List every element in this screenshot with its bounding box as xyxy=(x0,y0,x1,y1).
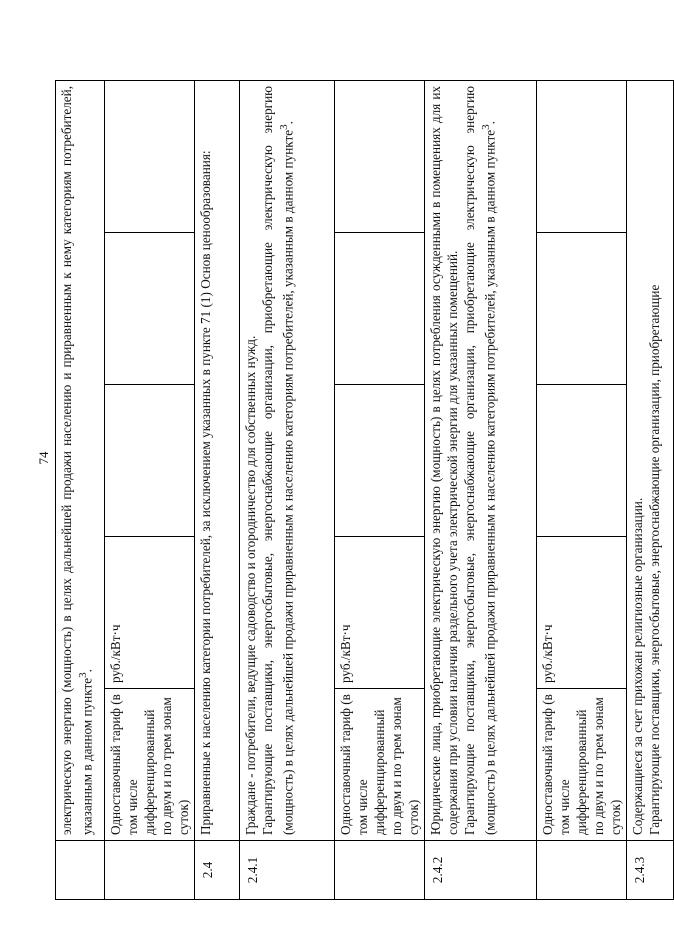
section-text: Приравненные к населению категории потребителей, за исключением указанных в пункте 71 (1) Основ ценообразования: xyxy=(195,81,240,841)
tariff-label: Одноставочный тариф (в том числе дифференцированный по двум и по трем зонам суток) xyxy=(335,689,425,841)
tariff-table xyxy=(55,80,674,900)
section-text xyxy=(627,81,674,841)
section-line: Граждане - потребители, ведущие садоводство и огородничество для собственных нужд. xyxy=(243,335,258,835)
row-number xyxy=(537,841,627,900)
row-number: 2.4.1 xyxy=(240,841,335,900)
value-cell xyxy=(105,233,195,385)
value-cell xyxy=(537,233,627,385)
section-text: электрическую энергию (мощность) в целях дальнейшей продажи населению и приравненным к нему категориям потребителей, указанным в данном пункте$^3$. xyxy=(56,81,105,841)
section-text xyxy=(425,81,537,841)
tariff-label: Одноставочный тариф (в том числе дифференцированный по двум и по трем зонам суток) xyxy=(105,689,195,841)
section-line: Гарантирующие поставщики, энергосбытовые, энергоснабжающие организации, приобретающие электрическую энергию (мощность) в целях дальнейшей продажи приравненным к населению категориям потребителей, указанным в данном пункте$^3$. xyxy=(462,86,498,835)
value-cell xyxy=(335,81,425,233)
page-number: 74 xyxy=(36,451,51,465)
section-line: Гарантирующие поставщики, энергосбытовые, энергоснабжающие организации, приобретающие xyxy=(647,284,662,835)
rotated-page xyxy=(55,80,662,930)
tariff-table-wrapper xyxy=(55,80,662,900)
row-number xyxy=(56,841,105,900)
value-cell xyxy=(335,385,425,537)
value-cell xyxy=(537,81,627,233)
tariff-unit: руб./кВт·ч xyxy=(105,537,195,689)
tariff-unit: руб./кВт·ч xyxy=(335,537,425,689)
row-number: 2.4.2 xyxy=(425,841,537,900)
section-text xyxy=(240,81,335,841)
section-line: Гарантирующие поставщики, энергосбытовые, энергоснабжающие организации, приобретающие электрическую энергию (мощность) в целях дальнейшей продажи приравненным к населению категориям потребителей, указанным в данном пункте$^3$. xyxy=(260,86,296,835)
section-line: Юридические лица, приобретающие электрическую энергию (мощность) в целях потребления осужденными в помещениях для их содержания при условии наличия раздельного учета электрической энергии для указанных помещений. xyxy=(428,86,460,835)
table-row xyxy=(627,81,674,900)
row-number xyxy=(105,841,195,900)
table-row xyxy=(425,81,537,900)
tariff-label: Одноставочный тариф (в том числе дифференцированный по двум и по трем зонам суток) xyxy=(537,689,627,841)
value-cell xyxy=(105,81,195,233)
tariff-unit: руб./кВт·ч xyxy=(537,537,627,689)
row-number: 2.4 xyxy=(195,841,240,900)
table-row xyxy=(56,81,105,900)
table-row xyxy=(105,81,195,900)
row-number xyxy=(335,841,425,900)
table-row xyxy=(240,81,335,900)
section-line: Содержащиеся за счет прихожан религиозные организации. xyxy=(630,497,645,835)
table-row xyxy=(195,81,240,900)
row-number: 2.4.3 xyxy=(627,841,674,900)
value-cell xyxy=(335,233,425,385)
value-cell xyxy=(537,385,627,537)
table-row xyxy=(335,81,425,900)
table-row xyxy=(537,81,627,900)
value-cell xyxy=(105,385,195,537)
